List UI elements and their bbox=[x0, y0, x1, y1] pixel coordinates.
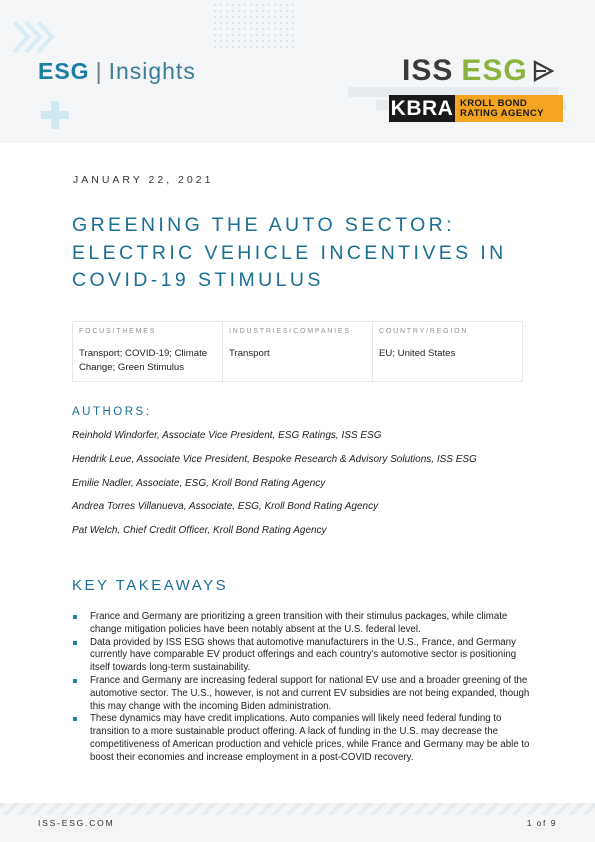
author-item: Pat Welch, Chief Credit Officer, Kroll Bond Rating Agency bbox=[72, 525, 327, 537]
iss-logo-text: ISS bbox=[402, 54, 454, 87]
info-column-industries bbox=[223, 322, 373, 381]
info-column-focus bbox=[73, 322, 223, 381]
author-item: Hendrik Leue, Associate Vice President, Bespoke Research & Advisory Solutions, ISS ESG bbox=[72, 453, 477, 465]
iss-esg-logo bbox=[402, 54, 554, 88]
takeaway-item bbox=[72, 675, 532, 713]
author-item: Andrea Torres Villanueva, Associate, ESG, Kroll Bond Rating Agency bbox=[72, 501, 379, 513]
info-header: COUNTRY/REGION bbox=[379, 328, 469, 335]
kbra-line-2: RATING AGENCY bbox=[460, 107, 544, 119]
info-header: FOCUS/THEMES bbox=[79, 328, 157, 335]
brand-separator: | bbox=[95, 58, 103, 84]
chevron-decoration-icon bbox=[12, 20, 56, 54]
square-bullet-icon bbox=[73, 615, 77, 619]
kbra-logo-short: KBRA bbox=[389, 95, 455, 122]
takeaway-item bbox=[72, 611, 532, 637]
brand-insights-text: Insights bbox=[108, 58, 196, 84]
esg-insights-brand bbox=[38, 58, 196, 85]
kbra-logo-name bbox=[455, 95, 563, 122]
key-takeaways-heading: KEY TAKEAWAYS bbox=[72, 577, 229, 594]
authors-list bbox=[72, 430, 542, 549]
publication-date: JANUARY 22, 2021 bbox=[73, 174, 214, 186]
takeaway-text: France and Germany are increasing federal support for national EV use and a broader greening of the automotive sector. The U.S., however, is not and current EV subsidies are not being expanded, though this may change with the incoming Biden administration. bbox=[90, 674, 530, 712]
footer-url: ISS-ESG.COM bbox=[38, 818, 115, 828]
key-takeaways-list bbox=[72, 611, 532, 765]
kbra-logo bbox=[389, 95, 563, 122]
brand-esg-text: ESG bbox=[38, 58, 90, 84]
takeaway-text: These dynamics may have credit implications. Auto companies will likely need federal funding to transition to a more sustainable product offering. A lack of funding in the U.S. may decrease the competitiveness of American production and vehicle prices, while France and Germany may be able to boost their economies and increase employment in a post-COVID recovery. bbox=[90, 713, 530, 763]
takeaway-text: Data provided by ISS ESG shows that automotive manufacturers in the U.S., France, and Germany currently have comparable EV product offerings and each country’s automotive sector is positioning itself towards long-term sustainability. bbox=[90, 636, 517, 674]
footer-band bbox=[0, 803, 595, 842]
takeaway-text: France and Germany are prioritizing a green transition with their stimulus packages, while climate change mitigation policies have been notably absent at the U.S. federal level. bbox=[90, 611, 508, 635]
hatch-decoration bbox=[0, 803, 595, 815]
takeaway-item bbox=[72, 637, 532, 675]
author-item: Emilie Nadler, Associate, ESG, Kroll Bond Rating Agency bbox=[72, 477, 326, 489]
info-value: Transport bbox=[229, 348, 270, 359]
square-bullet-icon bbox=[73, 717, 77, 721]
author-item: Reinhold Windorfer, Associate Vice President, ESG Ratings, ISS ESG bbox=[72, 430, 382, 441]
page-number: 1 of 9 bbox=[526, 818, 557, 828]
esg-logo-text: ESG bbox=[461, 54, 528, 87]
authors-heading: AUTHORS: bbox=[72, 406, 152, 418]
report-info-table bbox=[72, 321, 523, 382]
takeaway-item bbox=[72, 713, 532, 764]
info-header: INDUSTRIES/COMPANIES bbox=[229, 328, 351, 335]
dot-pattern-decoration bbox=[212, 2, 296, 50]
kbra-line-1: KROLL BOND bbox=[460, 97, 528, 109]
header-band bbox=[0, 0, 595, 143]
report-title: GREENING THE AUTO SECTOR: ELECTRIC VEHICLE INCENTIVES IN COVID-19 STIMULUS bbox=[72, 214, 507, 291]
info-value: EU; United States bbox=[379, 348, 456, 359]
plus-decoration-icon bbox=[41, 101, 69, 129]
square-bullet-icon bbox=[73, 641, 77, 645]
info-column-region bbox=[373, 322, 522, 381]
square-bullet-icon bbox=[73, 679, 77, 683]
info-value: Transport; COVID-19; Climate Change; Green Stimulus bbox=[79, 348, 208, 373]
play-arrow-icon bbox=[532, 60, 554, 82]
